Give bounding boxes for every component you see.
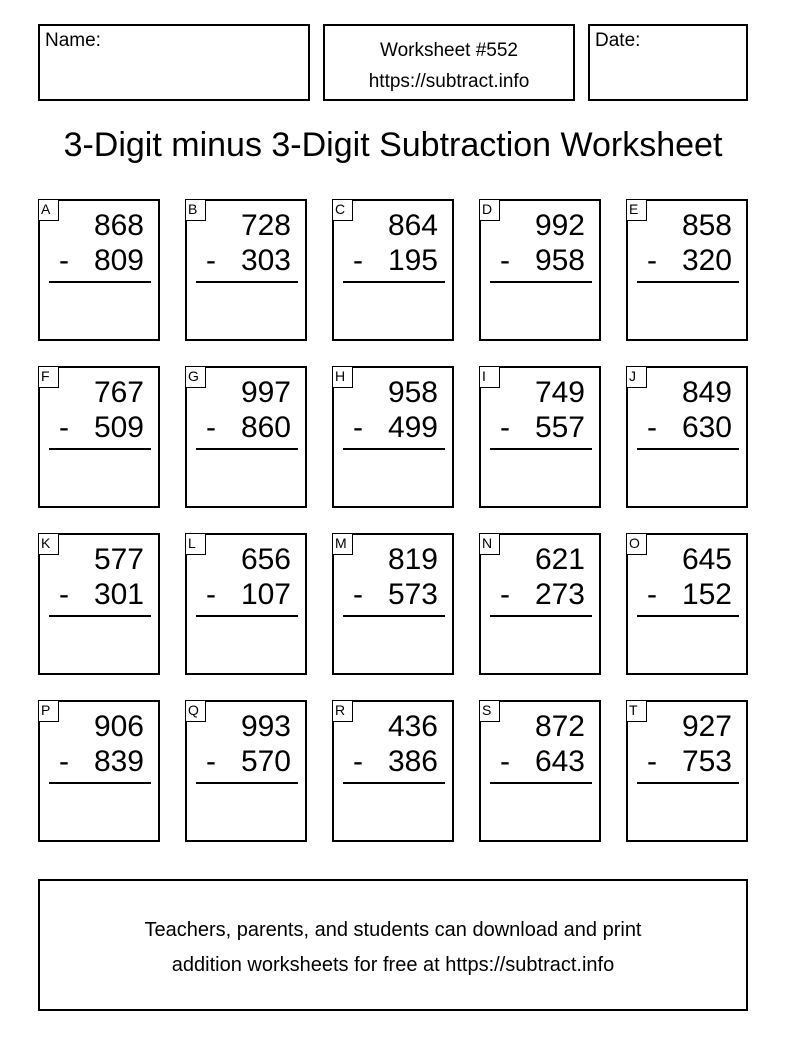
minus-sign: - (206, 578, 216, 611)
problem-card[interactable] (626, 199, 748, 341)
answer-line (49, 448, 151, 450)
problem-letter: R (332, 700, 353, 722)
subtrahend: 195 (387, 244, 438, 277)
date-field[interactable] (588, 24, 748, 101)
worksheet-url: https://subtract.info (368, 71, 530, 92)
minuend: 993 (240, 710, 291, 743)
problem-card[interactable] (626, 366, 748, 508)
problem-letter: J (626, 366, 647, 388)
minuend: 927 (681, 710, 732, 743)
minus-sign: - (59, 244, 69, 277)
subtrahend: 630 (681, 411, 732, 444)
minuend: 868 (93, 209, 144, 242)
problem-letter: I (479, 366, 500, 388)
date-label: Date: (595, 30, 641, 51)
minus-sign: - (647, 411, 657, 444)
answer-line (196, 448, 298, 450)
subtrahend: 152 (681, 578, 732, 611)
problem-letter: D (479, 199, 500, 221)
minuend: 864 (387, 209, 438, 242)
minus-sign: - (647, 745, 657, 778)
answer-line (637, 448, 739, 450)
subtrahend: 303 (240, 244, 291, 277)
answer-line (637, 782, 739, 784)
problem-card[interactable] (479, 533, 601, 675)
problem-letter: Q (185, 700, 206, 722)
subtrahend: 753 (681, 745, 732, 778)
problem-card[interactable] (332, 366, 454, 508)
footer-line-2: addition worksheets for free at https://subtract.info (171, 954, 615, 976)
problem-card[interactable] (332, 199, 454, 341)
minus-sign: - (59, 411, 69, 444)
subtrahend: 958 (534, 244, 585, 277)
minus-sign: - (353, 578, 363, 611)
problem-card[interactable] (185, 533, 307, 675)
name-label: Name: (45, 30, 101, 51)
answer-line (490, 281, 592, 283)
problem-letter: T (626, 700, 647, 722)
answer-line (637, 281, 739, 283)
minuend: 849 (681, 376, 732, 409)
minus-sign: - (500, 578, 510, 611)
problem-card[interactable] (185, 700, 307, 842)
minuend: 872 (534, 710, 585, 743)
minuend: 645 (681, 543, 732, 576)
minus-sign: - (353, 244, 363, 277)
answer-line (49, 281, 151, 283)
minuend: 906 (93, 710, 144, 743)
answer-line (490, 448, 592, 450)
answer-line (637, 615, 739, 617)
answer-line (343, 782, 445, 784)
problem-letter: B (185, 199, 206, 221)
minus-sign: - (206, 745, 216, 778)
problem-card[interactable] (626, 533, 748, 675)
minuend: 767 (93, 376, 144, 409)
problem-letter: F (38, 366, 59, 388)
name-field[interactable] (38, 24, 310, 101)
problem-letter: L (185, 533, 206, 555)
problem-card[interactable] (185, 199, 307, 341)
minuend: 958 (387, 376, 438, 409)
problem-letter: M (332, 533, 353, 555)
subtrahend: 509 (93, 411, 144, 444)
minus-sign: - (206, 244, 216, 277)
subtrahend: 301 (93, 578, 144, 611)
footer-box (38, 879, 748, 1011)
minus-sign: - (500, 411, 510, 444)
minuend: 621 (534, 543, 585, 576)
minus-sign: - (647, 578, 657, 611)
minus-sign: - (353, 411, 363, 444)
minuend: 992 (534, 209, 585, 242)
subtrahend: 107 (240, 578, 291, 611)
answer-line (196, 782, 298, 784)
answer-line (343, 615, 445, 617)
subtrahend: 573 (387, 578, 438, 611)
problem-card[interactable] (479, 199, 601, 341)
subtrahend: 809 (93, 244, 144, 277)
answer-line (490, 615, 592, 617)
problem-letter: O (626, 533, 647, 555)
problem-letter: A (38, 199, 59, 221)
minus-sign: - (206, 411, 216, 444)
answer-line (490, 782, 592, 784)
worksheet-number: Worksheet #552 (379, 40, 518, 61)
subtrahend: 273 (534, 578, 585, 611)
minuend: 436 (387, 710, 438, 743)
problem-card[interactable] (332, 700, 454, 842)
problem-card[interactable] (479, 366, 601, 508)
subtrahend: 839 (93, 745, 144, 778)
answer-line (196, 615, 298, 617)
minuend: 749 (534, 376, 585, 409)
subtrahend: 557 (534, 411, 585, 444)
problem-card[interactable] (38, 533, 160, 675)
problem-card[interactable] (479, 700, 601, 842)
subtrahend: 499 (387, 411, 438, 444)
problem-card[interactable] (38, 366, 160, 508)
answer-line (49, 615, 151, 617)
answer-line (196, 281, 298, 283)
problem-letter: E (626, 199, 647, 221)
minus-sign: - (59, 578, 69, 611)
problem-card[interactable] (185, 366, 307, 508)
problem-letter: N (479, 533, 500, 555)
subtrahend: 570 (240, 745, 291, 778)
problem-letter: K (38, 533, 59, 555)
subtrahend: 386 (387, 745, 438, 778)
subtrahend: 320 (681, 244, 732, 277)
problem-card[interactable] (332, 533, 454, 675)
worksheet-info-box (323, 24, 575, 101)
answer-line (49, 782, 151, 784)
footer-line-1: Teachers, parents, and students can download and print (144, 919, 642, 941)
answer-line (343, 281, 445, 283)
answer-line (343, 448, 445, 450)
page-title: 3-Digit minus 3-Digit Subtraction Worksheet (63, 126, 723, 164)
minus-sign: - (500, 745, 510, 778)
problem-card[interactable] (38, 199, 160, 341)
subtrahend: 860 (240, 411, 291, 444)
minus-sign: - (500, 244, 510, 277)
problem-letter: P (38, 700, 59, 722)
minus-sign: - (59, 745, 69, 778)
problem-letter: G (185, 366, 206, 388)
minuend: 656 (240, 543, 291, 576)
minuend: 577 (93, 543, 144, 576)
minuend: 819 (387, 543, 438, 576)
minuend: 728 (240, 209, 291, 242)
minus-sign: - (353, 745, 363, 778)
problem-card[interactable] (626, 700, 748, 842)
problem-letter: H (332, 366, 353, 388)
problem-card[interactable] (38, 700, 160, 842)
minuend: 997 (240, 376, 291, 409)
problem-grid (38, 199, 748, 842)
problem-letter: S (479, 700, 500, 722)
subtrahend: 643 (534, 745, 585, 778)
minus-sign: - (647, 244, 657, 277)
problem-letter: C (332, 199, 353, 221)
minuend: 858 (681, 209, 732, 242)
